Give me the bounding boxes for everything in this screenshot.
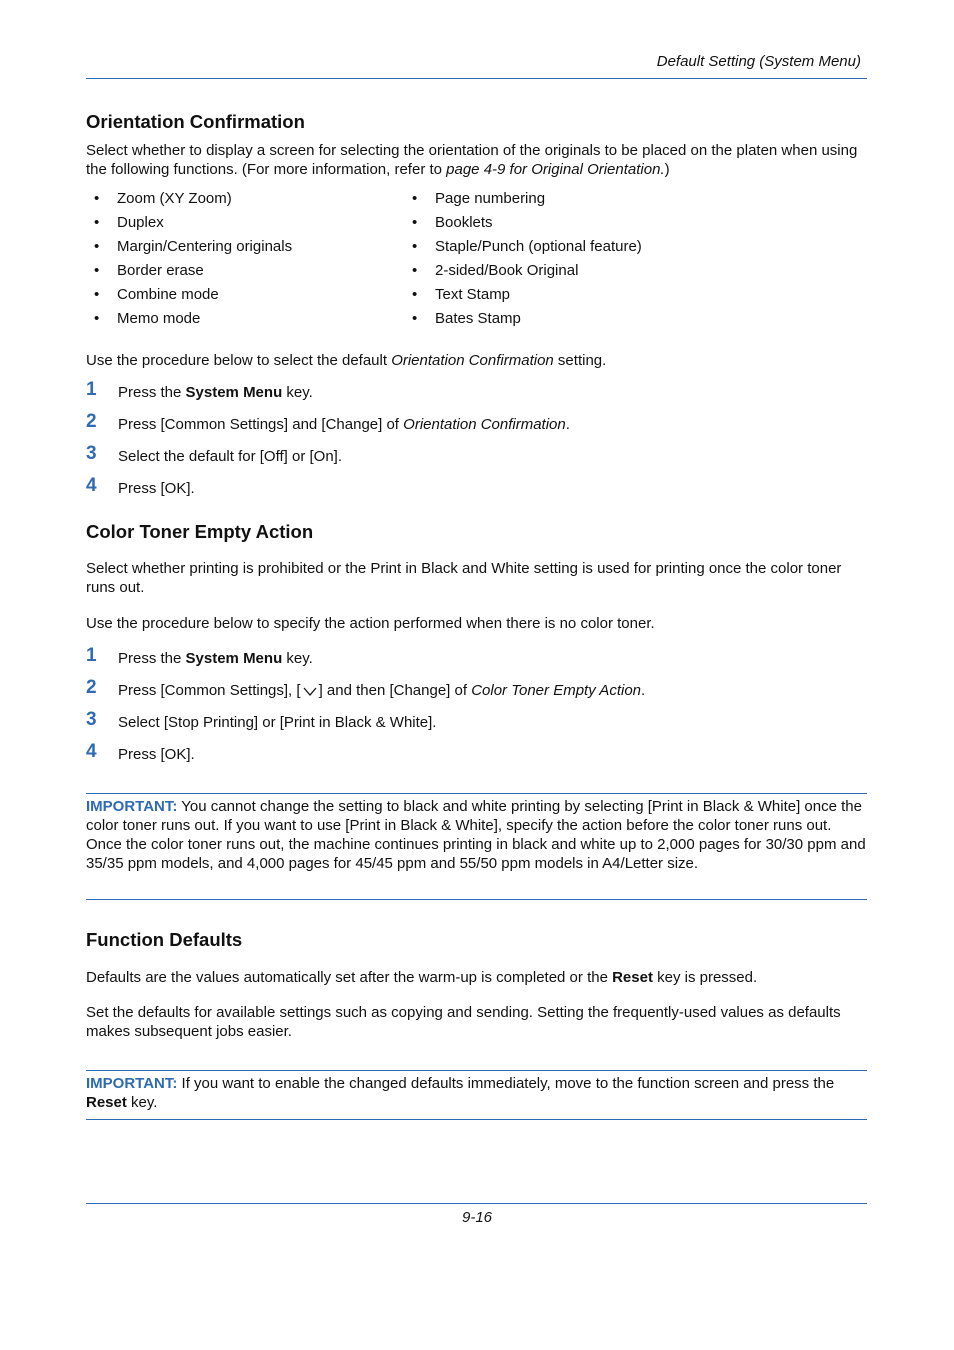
list-item-text: Memo mode (117, 310, 201, 327)
list-item (86, 261, 292, 285)
list-item (404, 213, 642, 237)
toner-procedure-intro: Use the procedure below to specify the action performed when there is no color toner. (86, 615, 655, 632)
important-note-defaults: IMPORTANT: If you want to enable the changed defaults immediately, move to the function screen and press the Reset key. (86, 1075, 835, 1111)
toner-intro: Select whether printing is prohibited or the Print in Black and White setting is used for printing once the color toner runs out. (86, 560, 842, 596)
bullet-marker: • (94, 190, 100, 207)
bullet-marker: • (412, 262, 418, 279)
list-item-text: Text Stamp (435, 286, 511, 303)
section-heading-defaults: Function Defaults (86, 929, 243, 950)
orientation-procedure-intro: Use the procedure below to select the default Orientation Confirmation setting. (86, 352, 607, 369)
list-item-text: Staple/Punch (optional feature) (435, 238, 642, 255)
orientation-intro: Select whether to display a screen for selecting the orientation of the originals to be placed on the platen when using the following functions. (For more information, refer to page 4-9 for Original Orientation.) (86, 142, 858, 178)
step-number: 3 (86, 443, 97, 464)
important-label: IMPORTANT: (86, 798, 178, 815)
step-text: Select the default for [Off] or [On]. (118, 448, 343, 465)
list-item (86, 309, 292, 333)
step-number: 4 (86, 475, 97, 496)
list-item (86, 237, 292, 261)
header-rule (86, 78, 867, 79)
step-text: Press [Common Settings], [ ] and then [Change] of Color Toner Empty Action. (118, 681, 645, 703)
step-number: 3 (86, 709, 97, 730)
list-item-text: Page numbering (435, 190, 546, 207)
bullet-marker: • (412, 286, 418, 303)
step-text: Press [Common Settings] and [Change] of Orientation Confirmation. (118, 416, 570, 433)
list-item-text: Bates Stamp (435, 310, 521, 327)
list-item-text: Combine mode (117, 286, 219, 303)
bullet-marker: • (94, 310, 100, 327)
step-number: 2 (86, 677, 97, 698)
list-item (86, 189, 292, 213)
list-item (86, 213, 292, 237)
important-rule-top (86, 1070, 867, 1071)
bullet-list-left (86, 189, 292, 333)
step-text: Press the System Menu key. (118, 384, 313, 401)
list-item (86, 285, 292, 309)
list-item-text: Booklets (435, 214, 493, 231)
defaults-description: Set the defaults for available settings such as copying and sending. Setting the frequently-used values as defaults makes subsequent jobs easier. (86, 1004, 841, 1040)
bullet-marker: • (94, 238, 100, 255)
list-item (404, 189, 642, 213)
bullet-list-right (404, 189, 642, 333)
list-item-text: 2-sided/Book Original (435, 262, 579, 279)
important-rule-top (86, 793, 867, 794)
bullet-marker: • (412, 214, 418, 231)
list-item (404, 309, 642, 333)
important-label: IMPORTANT: (86, 1075, 178, 1092)
step-number: 4 (86, 741, 97, 762)
list-item (404, 261, 642, 285)
bullet-marker: • (412, 238, 418, 255)
important-rule-bottom (86, 1119, 867, 1120)
bullet-marker: • (94, 262, 100, 279)
step-number: 1 (86, 645, 97, 666)
list-item (404, 237, 642, 261)
list-item-text: Zoom (XY Zoom) (117, 190, 232, 207)
bullet-marker: • (94, 214, 100, 231)
list-item-text: Border erase (117, 262, 204, 279)
step-number: 1 (86, 379, 97, 400)
section-heading-toner: Color Toner Empty Action (86, 521, 314, 542)
page-number: 9-16 (461, 1209, 493, 1226)
chevron-down-icon (302, 684, 318, 703)
defaults-intro: Defaults are the values automatically set after the warm-up is completed or the Reset key is pressed. (86, 969, 758, 986)
step-text: Press [OK]. (118, 746, 195, 763)
bullet-marker: • (94, 286, 100, 303)
list-item-text: Duplex (117, 214, 164, 231)
cross-reference-link[interactable]: page 4-9 for Original Orientation. (446, 161, 665, 178)
important-note-toner: IMPORTANT: You cannot change the setting to black and white printing by selecting [Print in Black & White] once the color toner runs out. If you want to use [Print in Black & White], specify the action before the color toner runs out. Once the color toner runs out, the machine continues printing in black and white up to 2,000 pages for 30/30 ppm and 35/35 ppm models, and 4,000 pages for 45/45 ppm and 55/50 ppm models in A4/Letter size. (86, 798, 866, 872)
running-header: Default Setting (System Menu) (656, 53, 861, 70)
step-text: Press [OK]. (118, 480, 195, 497)
step-text: Press the System Menu key. (118, 650, 313, 667)
section-heading-orientation: Orientation Confirmation (86, 111, 305, 132)
list-item-text: Margin/Centering originals (117, 238, 293, 255)
list-item (404, 285, 642, 309)
step-number: 2 (86, 411, 97, 432)
step-text: Select [Stop Printing] or [Print in Black & White]. (118, 714, 437, 731)
important-rule-bottom (86, 899, 867, 900)
bullet-marker: • (412, 190, 418, 207)
footer-rule (86, 1203, 867, 1204)
bullet-marker: • (412, 310, 418, 327)
